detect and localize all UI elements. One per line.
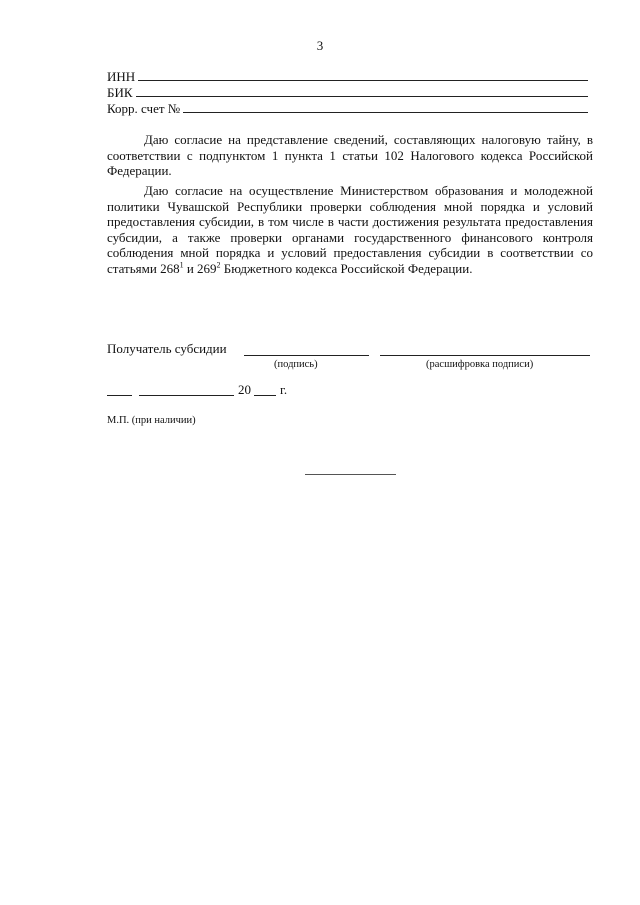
signature-blank-line (244, 355, 369, 356)
corr-account-label: Корр. счет № (107, 101, 181, 116)
page-number: 3 (316, 38, 324, 53)
year-prefix: 20 (238, 382, 251, 397)
corr-account-field (107, 100, 588, 116)
inspection-consent-paragraph (107, 183, 593, 276)
signature-decoding-blank-line (380, 355, 590, 356)
inspection-consent-text: Даю согласие на осуществление Министерством образования и молодежной политики Чувашской Республики проверки соблюдения мной порядка и условий предоставления субсидии, в том числе в части достижения результата предоставления субсидии, а также проверки органами государственного финансового контроля соблюдения мной порядка и условий предоставления субсидии в соответствии со статьями 268 (107, 183, 593, 276)
stamp-note: М.П. (при наличии) (107, 415, 196, 426)
date-row (107, 382, 407, 398)
recipient-label: Получатель субсидии (107, 341, 227, 356)
inspection-consent-text-end: Бюджетного кодекса Российской Федерации. (220, 260, 473, 276)
corr-account-blank-line (183, 100, 588, 113)
inn-blank-line (138, 68, 588, 81)
article-268-superscript: 1 (179, 260, 184, 270)
year-suffix: г. (280, 382, 288, 397)
signature-row (107, 341, 593, 357)
day-blank-line (107, 395, 132, 396)
bik-blank-line (136, 84, 588, 97)
inn-field (107, 68, 588, 84)
signature-caption: (подпись) (274, 359, 318, 370)
decoding-caption: (расшифровка подписи) (426, 359, 534, 370)
and-article-269-text: и 269 (183, 260, 217, 276)
year-blank-line (254, 395, 276, 396)
inn-label: ИНН (107, 69, 136, 84)
end-divider (305, 474, 396, 475)
bik-label: БИК (107, 85, 133, 100)
tax-secret-consent-paragraph: Даю согласие на представление сведений, составляющих налоговую тайну, в соответствии с подпунктом 1 пункта 1 статьи 102 Налогового кодекса Российской Федерации. (107, 132, 593, 178)
month-blank-line (139, 395, 234, 396)
article-269-superscript: 2 (216, 260, 221, 270)
bik-field (107, 84, 588, 100)
